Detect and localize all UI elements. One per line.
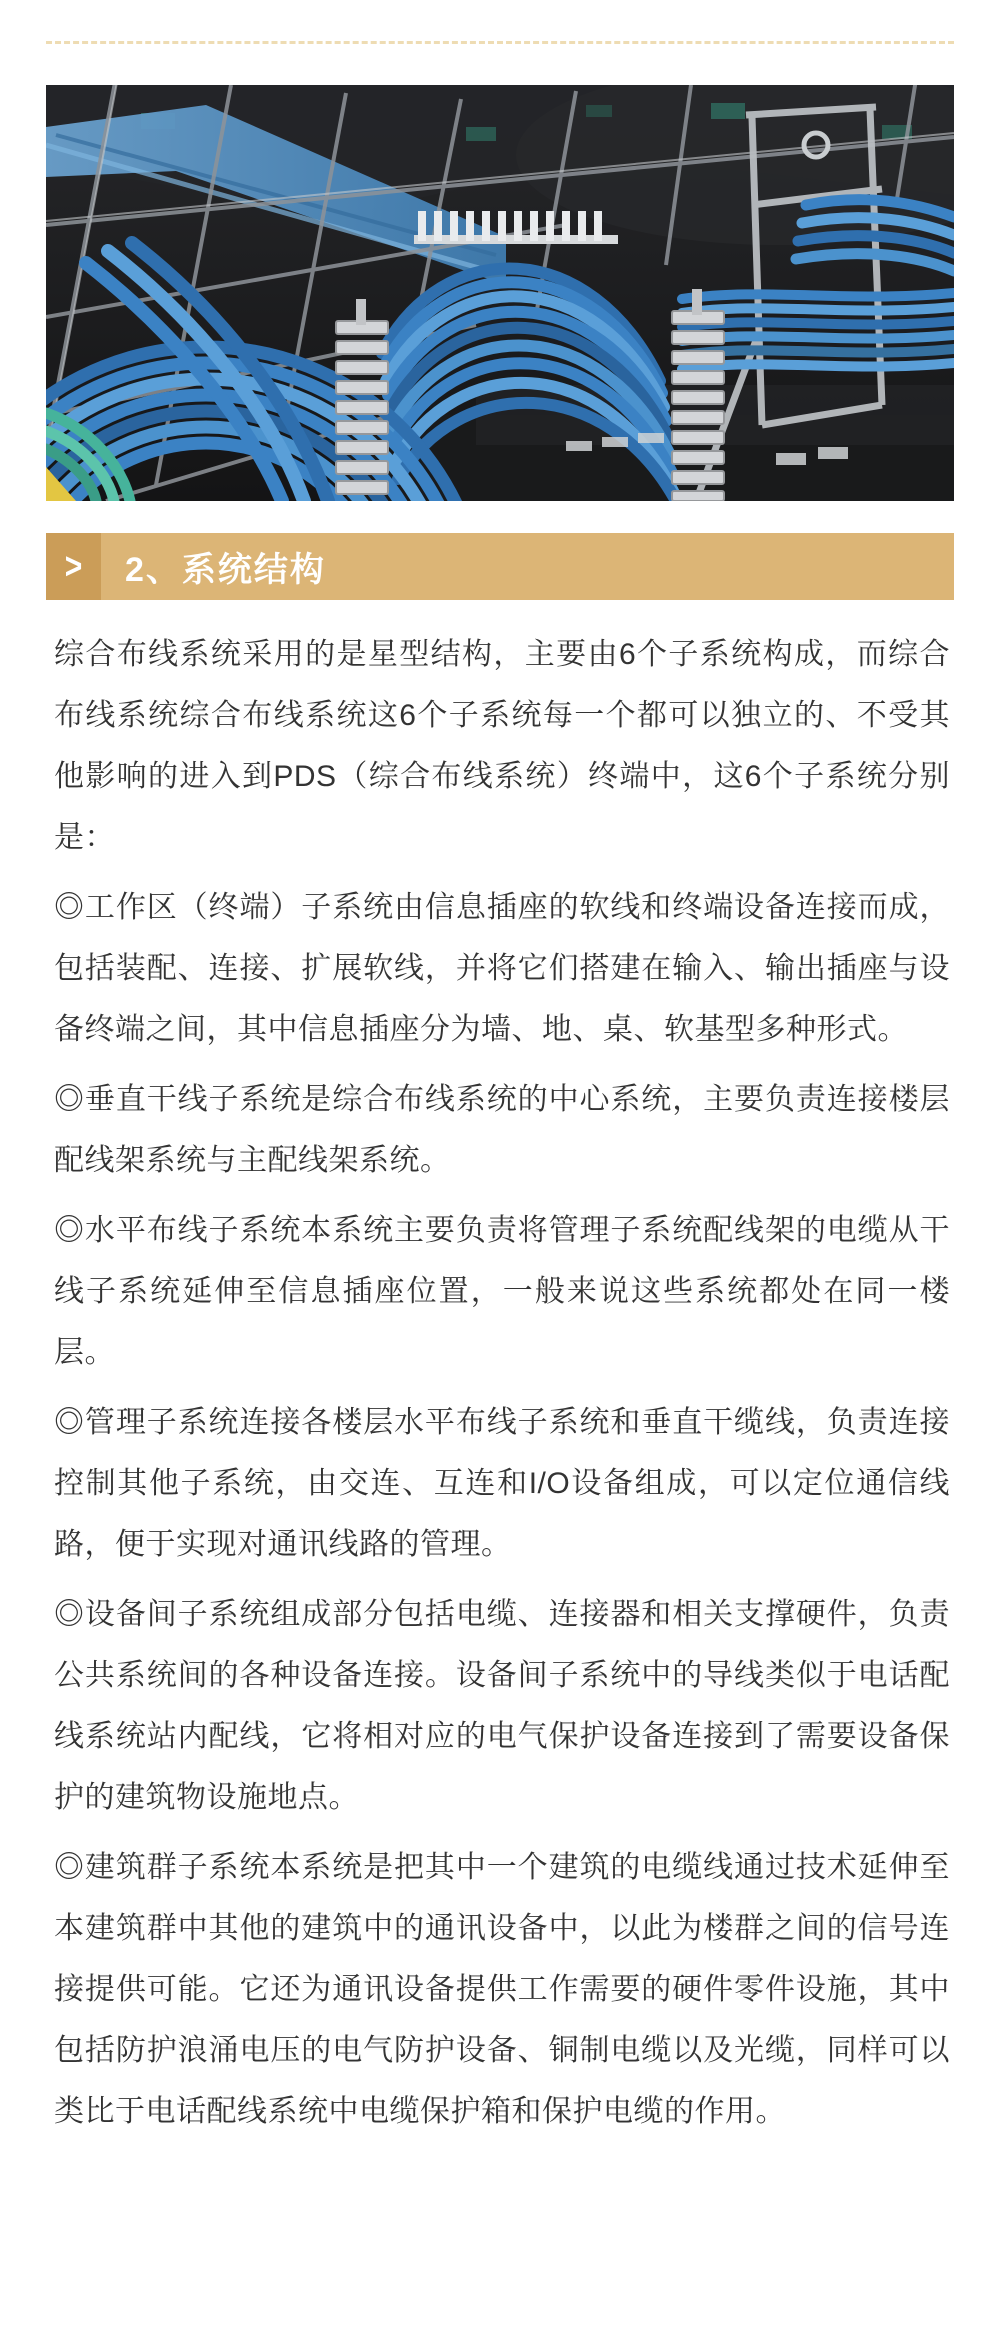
- chevron-right-icon: >: [64, 545, 83, 587]
- article-paragraph: ◎水平布线子系统本系统主要负责将管理子系统配线架的电缆从干线子系统延伸至信息插座位置，一般来说这些系统都处在同一楼层。: [54, 1214, 950, 1369]
- section-title: 2、系统结构: [125, 551, 326, 589]
- hero-image: [46, 85, 954, 501]
- article-page: [46, 41, 954, 2142]
- cabling-photo-illustration: [46, 85, 954, 501]
- dashed-divider: [46, 41, 954, 44]
- section-header: [46, 533, 954, 600]
- section-title-bar: [101, 533, 954, 600]
- chevron-marker: [46, 533, 101, 600]
- article-paragraph: ◎垂直干线子系统是综合布线系统的中心系统，主要负责连接楼层配线架系统与主配线架系统。: [54, 1083, 950, 1177]
- article-paragraph: ◎管理子系统连接各楼层水平布线子系统和垂直干缆线，负责连接控制其他子系统，由交连、互连和I/O设备组成，可以定位通信线路，便于实现对通讯线路的管理。: [54, 1406, 950, 1561]
- article-paragraph: ◎建筑群子系统本系统是把其中一个建筑的电缆线通过技术延伸至本建筑群中其他的建筑中的通讯设备中，以此为楼群之间的信号连接提供可能。它还为通讯设备提供工作需要的硬件零件设施，其中包括防护浪涌电压的电气防护设备、铜制电缆以及光缆，同样可以类比于电话配线系统中电缆保护箱和保护电缆的作用。: [54, 1851, 950, 2128]
- article-body: [46, 624, 954, 2142]
- article-paragraph: 综合布线系统采用的是星型结构，主要由6个子系统构成，而综合布线系统综合布线系统这6个子系统每一个都可以独立的、不受其他影响的进入到PDS（综合布线系统）终端中，这6个子系统分别是：: [54, 638, 950, 854]
- article-paragraph: ◎工作区（终端）子系统由信息插座的软线和终端设备连接而成，包括装配、连接、扩展软线，并将它们搭建在输入、输出插座与设备终端之间，其中信息插座分为墙、地、桌、软基型多种形式。: [54, 891, 950, 1046]
- article-paragraph: ◎设备间子系统组成部分包括电缆、连接器和相关支撑硬件，负责公共系统间的各种设备连接。设备间子系统中的导线类似于电话配线系统站内配线，它将相对应的电气保护设备连接到了需要设备保护的建筑物设施地点。: [54, 1598, 950, 1814]
